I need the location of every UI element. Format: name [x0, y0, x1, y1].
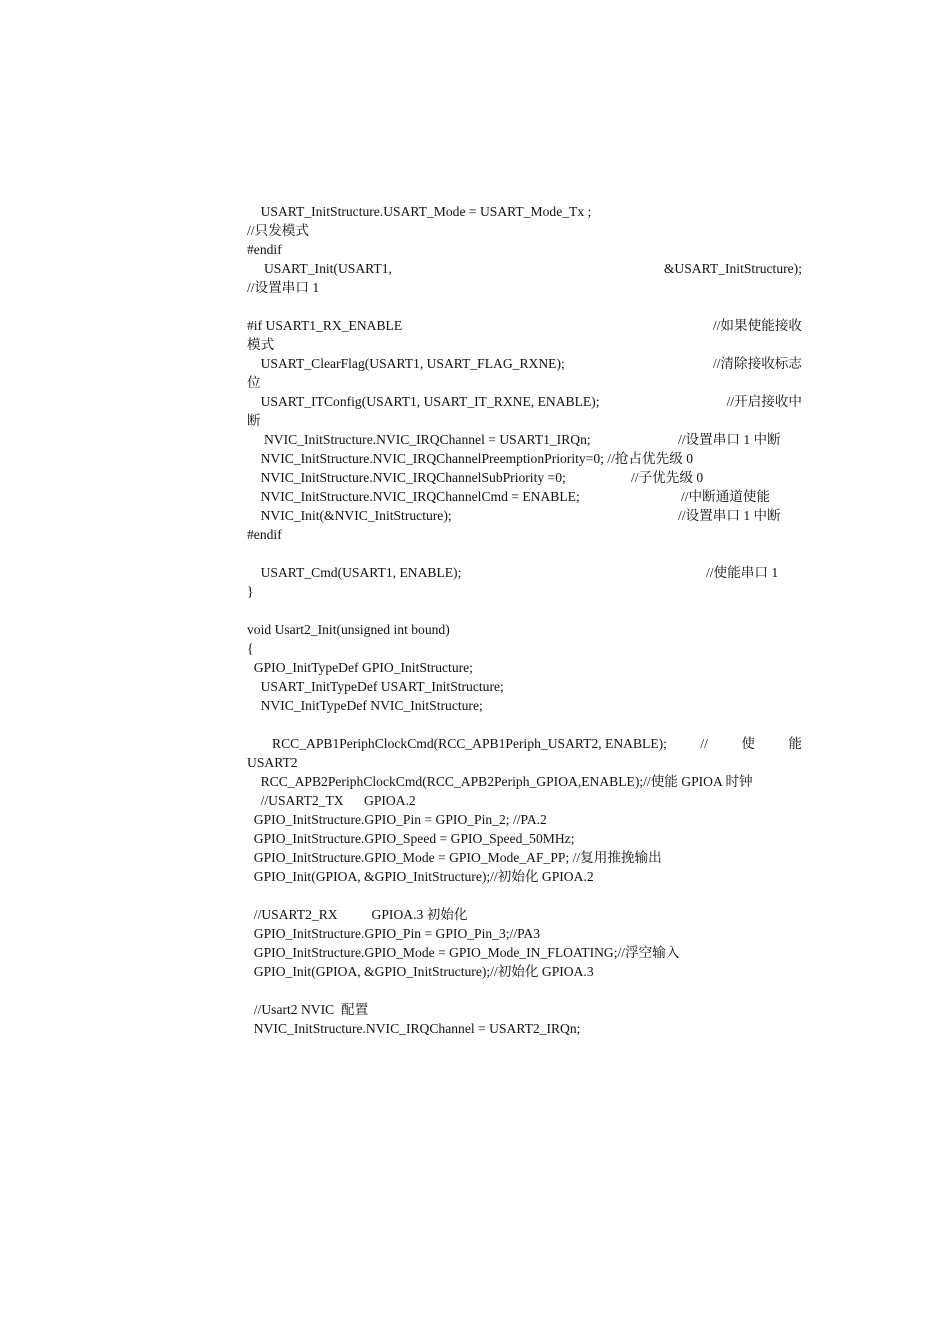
code-line	[247, 962, 802, 981]
code-text: #endif	[247, 527, 282, 542]
code-text: void Usart2_Init(unsigned int bound)	[247, 622, 450, 637]
code-line	[247, 582, 802, 601]
code-line	[247, 924, 802, 943]
code-line	[247, 221, 802, 240]
code-text: GPIO_InitTypeDef GPIO_InitStructure;	[247, 660, 473, 675]
code-text: RCC_APB1PeriphClockCmd(RCC_APB1Periph_USART2, ENABLE);	[272, 736, 667, 751]
code-line	[247, 905, 802, 924]
code-text: NVIC_InitStructure.NVIC_IRQChannelSubPriority =0;	[247, 470, 566, 485]
code-comment: 能	[788, 736, 802, 751]
code-comment: //清除接收标志	[712, 356, 802, 371]
code-text: GPIO_Init(GPIOA, &GPIO_InitStructure);//初始化 GPIOA.3	[247, 964, 594, 979]
code-text: //USART2_TX GPIOA.2	[247, 793, 416, 808]
code-line-justified	[247, 734, 802, 753]
code-comment-line	[247, 335, 802, 354]
code-line	[247, 259, 802, 278]
code-comment: //设置串口 1 中断	[678, 508, 781, 523]
code-text: GPIO_Init(GPIOA, &GPIO_InitStructure);//初始化 GPIOA.2	[247, 869, 594, 884]
code-text: }	[247, 584, 254, 599]
justified-row	[272, 734, 802, 753]
code-text: USART_Init(USART1,	[247, 261, 392, 276]
code-text: //Usart2 NVIC 配置	[247, 1002, 369, 1017]
code-line	[247, 772, 802, 791]
code-line	[247, 240, 802, 259]
code-line	[247, 392, 802, 411]
code-comment: //	[700, 736, 708, 751]
code-comment: 使	[741, 736, 755, 751]
code-line	[247, 449, 802, 468]
code-line	[247, 316, 802, 335]
code-comment: 模式	[247, 337, 275, 352]
code-text: USART_ITConfig(USART1, USART_IT_RXNE, ENABLE);	[247, 394, 600, 409]
code-line	[247, 753, 802, 772]
code-line	[247, 1019, 802, 1038]
code-line	[247, 202, 802, 221]
code-line	[247, 506, 802, 525]
code-line	[247, 848, 802, 867]
code-line	[247, 487, 802, 506]
code-comment-line	[247, 411, 802, 430]
code-text: NVIC_InitStructure.NVIC_IRQChannel = USART1_IRQn;	[247, 432, 591, 447]
code-text: NVIC_InitStructure.NVIC_IRQChannelCmd = ENABLE;	[247, 489, 580, 504]
code-line	[247, 468, 802, 487]
code-text: NVIC_InitStructure.NVIC_IRQChannel = USART2_IRQn;	[247, 1021, 581, 1036]
code-text: USART_ClearFlag(USART1, USART_FLAG_RXNE);	[247, 356, 565, 371]
code-text: USART_InitStructure.USART_Mode = USART_Mode_Tx ;	[247, 204, 592, 219]
code-comment: 位	[247, 375, 261, 390]
code-line	[247, 791, 802, 810]
code-comment: //开启接收中	[726, 394, 802, 409]
code-text: USART_InitTypeDef USART_InitStructure;	[247, 679, 504, 694]
code-text: //USART2_RX GPIOA.3 初始化	[247, 907, 468, 922]
code-line	[247, 696, 802, 715]
code-line	[247, 943, 802, 962]
code-comment: //设置串口 1 中断	[678, 432, 781, 447]
code-line	[247, 810, 802, 829]
code-text: USART2	[247, 755, 298, 770]
code-comment: //如果使能接收	[712, 318, 802, 333]
code-line	[247, 1000, 802, 1019]
code-text: USART_Cmd(USART1, ENABLE);	[247, 565, 462, 580]
code-text: //只发模式	[247, 223, 309, 238]
code-comment: 断	[247, 413, 261, 428]
code-comment-line	[247, 278, 802, 297]
code-line	[247, 563, 802, 582]
code-text: GPIO_InitStructure.GPIO_Pin = GPIO_Pin_3;//PA3	[247, 926, 541, 941]
code-text: #if USART1_RX_ENABLE	[247, 318, 403, 333]
code-text: NVIC_Init(&NVIC_InitStructure);	[247, 508, 452, 523]
code-line	[247, 639, 802, 658]
code-text: GPIO_InitStructure.GPIO_Pin = GPIO_Pin_2; //PA.2	[247, 812, 547, 827]
code-line	[247, 677, 802, 696]
code-comment: //中断通道使能	[681, 489, 771, 504]
code-comment-line	[247, 373, 802, 392]
code-text: GPIO_InitStructure.GPIO_Mode = GPIO_Mode_IN_FLOATING;//浮空输入	[247, 945, 680, 960]
code-line	[247, 658, 802, 677]
code-text: GPIO_InitStructure.GPIO_Speed = GPIO_Speed_50MHz;	[247, 831, 575, 846]
code-text: NVIC_InitTypeDef NVIC_InitStructure;	[247, 698, 483, 713]
code-comment: //使能串口 1	[706, 565, 779, 580]
code-comment: //子优先级 0	[631, 470, 704, 485]
code-text: GPIO_InitStructure.GPIO_Mode = GPIO_Mode_AF_PP; //复用推挽输出	[247, 850, 662, 865]
code-line	[247, 430, 802, 449]
code-text-right: &USART_InitStructure);	[663, 261, 802, 276]
code-text: #endif	[247, 242, 282, 257]
code-text: RCC_APB2PeriphClockCmd(RCC_APB2Periph_GPIOA,ENABLE);//使能 GPIOA 时钟	[247, 774, 753, 789]
code-comment: //设置串口 1	[247, 280, 320, 295]
code-line	[247, 829, 802, 848]
code-line	[247, 620, 802, 639]
code-text: {	[247, 641, 254, 656]
code-line	[247, 525, 802, 544]
code-text: NVIC_InitStructure.NVIC_IRQChannelPreemptionPriority=0; //抢占优先级 0	[247, 451, 694, 466]
code-line	[247, 867, 802, 886]
code-line	[247, 354, 802, 373]
